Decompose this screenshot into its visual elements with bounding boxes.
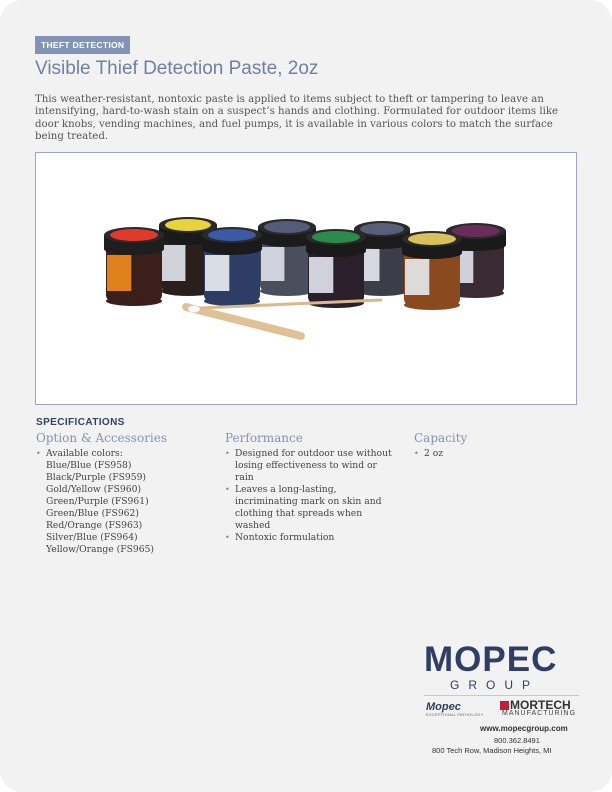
color-option: Black/Purple (FS959) [46, 472, 147, 483]
performance-item: • Nontoxic formulation [225, 532, 395, 544]
footer-divider [424, 695, 579, 696]
mortech-logo [500, 698, 576, 717]
color-option: Gold/Yellow (FS960) [46, 484, 142, 495]
performance-list [225, 448, 395, 544]
performance-item: • Leaves a long-lasting, incriminating mark on skin and clothing that spreads when washed [225, 484, 395, 532]
website-link[interactable]: www.mopecgroup.com [480, 724, 568, 733]
colors-intro: • Available colors: [36, 448, 216, 460]
paste-jar [306, 229, 366, 308]
capacity-item: • 2 oz [414, 448, 564, 460]
color-option: Silver/Blue (FS964) [46, 532, 138, 543]
product-photo [35, 152, 577, 405]
performance-heading: Performance [225, 431, 303, 445]
mopec-logo: MOPEC [424, 640, 558, 679]
mortech-logo-tagline: MANUFACTURING [502, 710, 577, 717]
options-list [36, 448, 216, 460]
performance-item: • Designed for outdoor use without losing effectiveness to wind or rain [225, 448, 395, 484]
options-heading: Option & Accessories [36, 431, 168, 445]
mortech-mark-icon [500, 701, 509, 710]
color-option: Blue/Blue (FS958) [46, 460, 132, 471]
paste-jar [202, 227, 262, 306]
options-column [36, 432, 216, 556]
jars-illustration [36, 153, 576, 404]
footer-branding [420, 640, 585, 780]
mopec-sub-logo [426, 701, 483, 717]
specifications-heading: SPECIFICATIONS [36, 417, 125, 428]
phone-number: 800.362.8491 [494, 736, 540, 745]
capacity-column [414, 432, 564, 460]
capacity-heading: Capacity [414, 431, 468, 445]
capacity-list [414, 448, 564, 460]
category-badge: THEFT DETECTION [35, 36, 130, 54]
mopec-sub-logo-tagline: EXCEPTIONAL PATHOLOGY [426, 712, 484, 717]
paste-jar [402, 231, 462, 310]
address: 800 Tech Row, Madison Heights, MI [432, 746, 552, 755]
color-option: Green/Blue (FS962) [46, 508, 139, 519]
mortech-logo-text: MORTECH [510, 698, 571, 712]
group-wordmark: GROUP [450, 678, 540, 692]
paste-jar [104, 227, 164, 306]
color-option: Red/Orange (FS963) [46, 520, 143, 531]
product-description: This weather-resistant, nontoxic paste is applied to items subject to theft or tampering to leave an intensifying, hard-to-wash stain on a suspect’s hands and clothing. Formulated for outdoor items like door knobs, vending machines, and fuel pumps, it is available in various colors to match the surface being treated. [35, 94, 559, 143]
color-option: Yellow/Orange (FS965) [46, 544, 155, 555]
mopec-sub-logo-text: Mopec [426, 701, 461, 713]
performance-column [225, 432, 395, 544]
paste-jar [258, 219, 316, 296]
product-title: Visible Thief Detection Paste, 2oz [35, 58, 319, 79]
color-option: Green/Purple (FS961) [46, 496, 149, 507]
